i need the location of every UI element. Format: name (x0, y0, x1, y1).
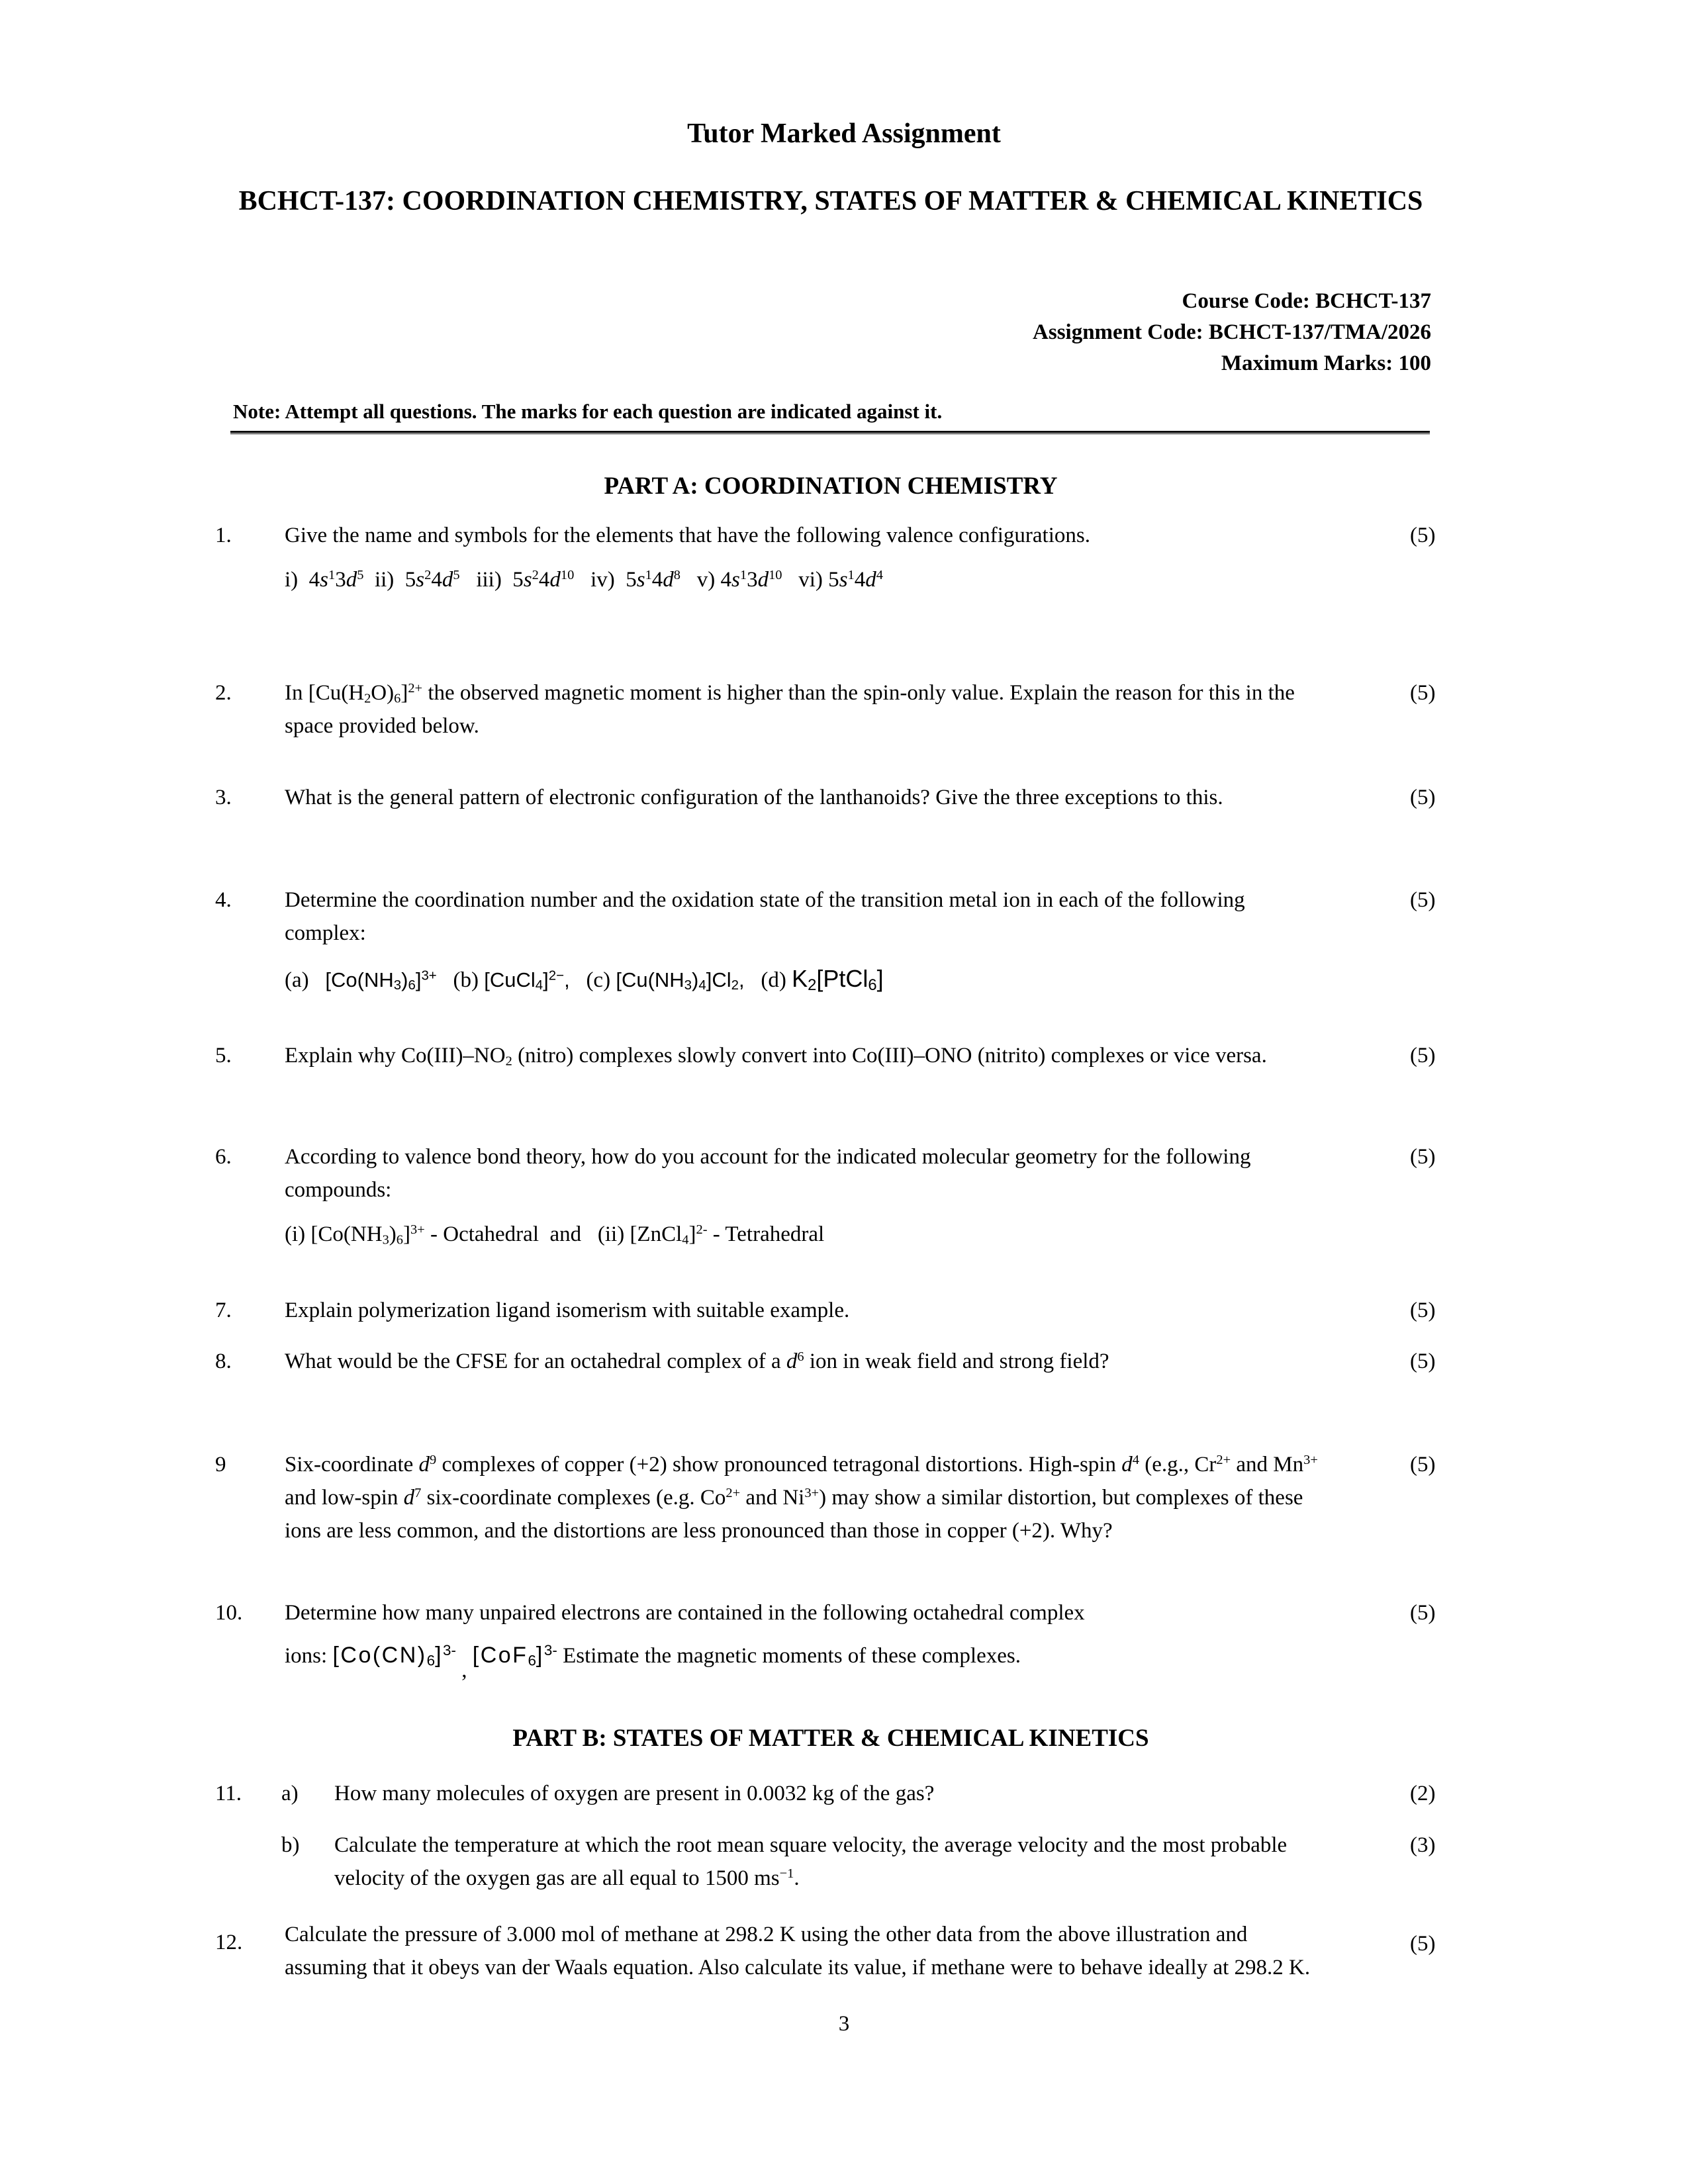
question-3 (199, 781, 1489, 814)
question-text: Give the name and symbols for the elements that have the following valence configurations. (285, 523, 1090, 547)
question-text: Calculate the pressure of 3.000 mol of methane at 298.2 K using the other data from the above illustration and assuming that it obeys van der Waals equation. Also calculate its value, if methane were to behave ideally at 298.2 K. (285, 1923, 1311, 1980)
question-subletter: a) (281, 1782, 299, 1805)
question-number: 3. (215, 786, 232, 809)
question-number: 1. (215, 523, 232, 547)
question-10 (199, 1596, 1489, 1683)
page-number: 3 (838, 2012, 850, 2036)
question-6 (199, 1140, 1489, 1251)
question-marks: (5) (1410, 681, 1436, 705)
complex-ion-1: $[Co(CN)_6]^{3-}$ (332, 1641, 456, 1669)
question-2 (199, 676, 1489, 743)
question-subletter: b) (281, 1833, 300, 1857)
question-text: Explain why $Co(III)-NO_2$ (nitro) complexes slowly convert into Co(III)–ONO (nitrito) complexes or vice versa. (285, 1044, 1267, 1069)
course-title: BCHCT-137: COORDINATION CHEMISTRY, STATES OF MATTER & CHEMICAL KINETICS (238, 186, 1423, 216)
ions-suffix: Estimate the magnetic moments of these complexes. (563, 1644, 1021, 1668)
question-text: What would be the CFSE for an octahedral complex of a $d^6$ ion in weak field and strong field? (285, 1349, 1109, 1373)
assignment-meta (1033, 286, 1431, 379)
question-1 (199, 519, 1489, 596)
question-number: 8. (215, 1349, 232, 1373)
ion-separator: , (461, 1659, 467, 1683)
part-a-heading: PART A: COORDINATION CHEMISTRY (604, 473, 1058, 500)
question-marks: (5) (1410, 1453, 1436, 1477)
question-marks: (5) (1410, 1298, 1436, 1322)
question-marks: (5) (1410, 1601, 1436, 1625)
question-number: 11. (215, 1782, 242, 1805)
part-b-heading: PART B: STATES OF MATTER & CHEMICAL KINETICS (512, 1725, 1149, 1752)
question-number: 4. (215, 888, 232, 912)
question-4 (199, 884, 1489, 997)
question-text: Six-coordinate $d^9$ complexes of copper (+2) show pronounced tetragonal distortions. High-spin $d^4$ (e.g., $Cr^{2+}$ and $Mn^{3+}$ and low-spin $d^7$ six-coordinate complexes (e.g. $Co^{2+}$ and $Ni^{3+}$) may show a similar distortion, but complexes of these ions are less common, and the distortions are less pronounced than those in copper (+2). Why? (285, 1452, 1318, 1543)
question-marks: (5) (1410, 888, 1436, 912)
question-text: In $[Cu(H_2O)_6]^{2+}$ the observed magnetic moment is higher than the spin-only value. Explain the reason for this in the space provided below. (285, 680, 1295, 739)
question-10-ions (285, 1639, 1331, 1683)
question-marks: (5) (1410, 1932, 1436, 1956)
question-11b (199, 1829, 1489, 1895)
question-12 (199, 1918, 1489, 1984)
question-1-configurations: i) $4s^13d^5$ ii) $5s^24d^5$ iii) $5s^24d^{10}$ iv) $5s^14d^8$ v) $4s^13d^{10}$ vi) $5s^14d^4$ (285, 567, 883, 592)
question-7 (199, 1294, 1489, 1327)
header-divider (230, 431, 1430, 434)
question-text: Calculate the temperature at which the root mean square velocity, the average velocity and the most probable velocity of the oxygen gas are all equal to 1500 $ms^{-1}$. (334, 1833, 1288, 1891)
assignment-code: Assignment Code: BCHCT-137/TMA/2026 (1033, 320, 1431, 344)
question-text: How many molecules of oxygen are present in 0.0032 kg of the gas? (334, 1782, 935, 1805)
ions-prefix: ions: (285, 1644, 328, 1668)
question-text: Determine the coordination number and the oxidation state of the transition metal ion in each of the following complex: (285, 888, 1245, 946)
question-marks: (2) (1410, 1782, 1436, 1805)
question-number: 12. (215, 1931, 243, 1954)
question-4-complexes: (a) $[Co(NH_3)_6]^{3+}$ (b) [CuCl$_4$]$^{2-}$, (c) $[Cu(NH_3)_4]Cl_2$, (d) $K_2[PtCl_6]$ (285, 965, 884, 995)
document-title: Tutor Marked Assignment (687, 118, 1001, 149)
question-number: 6. (215, 1145, 232, 1169)
question-marks: (5) (1410, 523, 1436, 547)
question-5 (199, 1039, 1489, 1072)
note-text: Note: Attempt all questions. The marks for each question are indicated against it. (233, 400, 943, 423)
course-code: Course Code: BCHCT-137 (1182, 289, 1431, 313)
question-8 (199, 1345, 1489, 1378)
question-text: Determine how many unpaired electrons are contained in the following octahedral complex (285, 1601, 1085, 1625)
question-text: What is the general pattern of electronic configuration of the lanthanoids? Give the three exceptions to this. (285, 786, 1223, 809)
maximum-marks: Maximum Marks: 100 (1221, 351, 1431, 375)
complex-ion-2: $[CoF_6]^{3-}$ (472, 1641, 557, 1669)
question-number: 2. (215, 681, 232, 705)
question-marks: (5) (1410, 1145, 1436, 1169)
question-number: 9 (215, 1453, 226, 1477)
question-text: According to valence bond theory, how do you account for the indicated molecular geometry for the following compounds: (285, 1145, 1251, 1203)
question-marks: (5) (1410, 1044, 1436, 1068)
question-number: 7. (215, 1298, 232, 1322)
question-11a (199, 1777, 1489, 1810)
question-marks: (5) (1410, 786, 1436, 809)
question-number: 10. (215, 1601, 243, 1625)
question-6-compounds: (i) $[Co(NH_3)_6]^{3+}$ - Octahedral and (ii) [ZnCl$_4$]$^{2-}$ - Tetrahedral (285, 1222, 825, 1248)
question-number: 5. (215, 1044, 232, 1068)
question-marks: (5) (1410, 1349, 1436, 1373)
question-text: Explain polymerization ligand isomerism with suitable example. (285, 1298, 850, 1322)
question-9 (199, 1448, 1489, 1547)
question-marks: (3) (1410, 1833, 1436, 1857)
